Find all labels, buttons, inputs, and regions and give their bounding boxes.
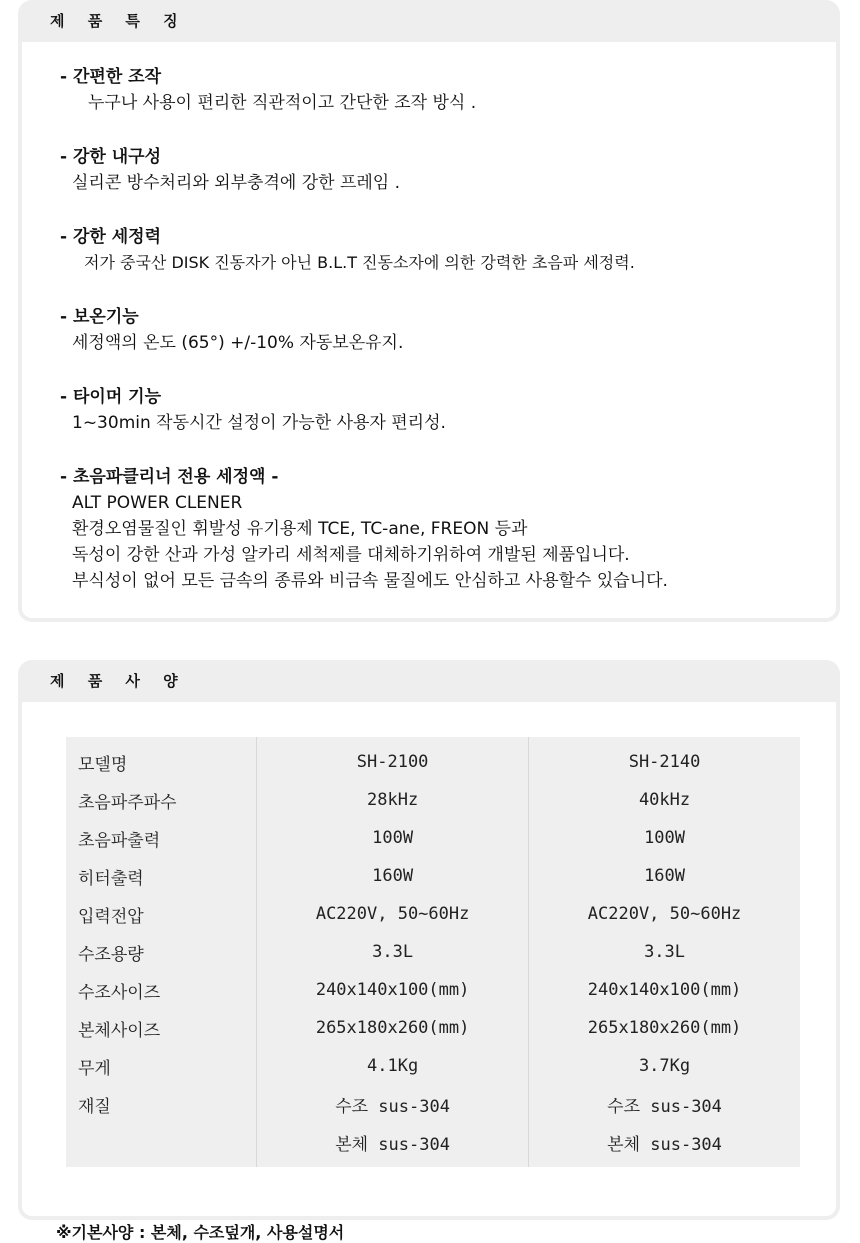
- feature-easy-operation: [60, 64, 476, 116]
- spec-label: 입력전압: [66, 895, 257, 933]
- feature-cleaning-solution: [60, 464, 668, 594]
- feature-heading: - 강한 내구성: [60, 147, 162, 167]
- spec-value-sh2100: 240x140x100(mm): [257, 971, 529, 1009]
- spec-row: [66, 1123, 800, 1167]
- spec-label: 재질: [66, 1085, 257, 1123]
- spec-label: 수조용량: [66, 933, 257, 971]
- feature-cleaning-power: [60, 224, 635, 276]
- spec-value-sh2140: 100W: [644, 828, 686, 848]
- spec-value-sh2140: 3.7Kg: [638, 1056, 691, 1076]
- feature-text: 저가 중국산 DISK 진동자가 아닌 B.L.T 진동소자에 의한 강력한 초음파 세정력.: [84, 253, 635, 272]
- feature-text: 부식성이 없어 모든 금속의 종류와 비금속 물질에도 안심하고 사용할수 있습니다.: [72, 571, 668, 591]
- spec-value-sh2100: 4.1Kg: [257, 1047, 529, 1085]
- spec-label: 모델명: [66, 737, 257, 781]
- spec-value-sh2100: 본체 sus-304: [257, 1123, 529, 1167]
- spec-value-sh2100: 28kHz: [257, 781, 529, 819]
- spec-row: [66, 895, 800, 933]
- spec-label: 초음파출력: [66, 819, 257, 857]
- features-content: [22, 42, 836, 618]
- features-title: 제 품 특 징: [50, 12, 187, 30]
- spec-value-sh2100: AC220V, 50~60Hz: [257, 895, 529, 933]
- feature-text: 독성이 강한 산과 가성 알카리 세척제를 대체하기위하여 개발된 제품입니다.: [72, 545, 630, 565]
- spec-label: 초음파주파수: [66, 781, 257, 819]
- spec-value-sh2140: AC220V, 50~60Hz: [587, 904, 742, 924]
- feature-text: 누구나 사용이 편리한 직관적이고 간단한 조작 방식 .: [88, 93, 477, 113]
- spec-row: [66, 1047, 800, 1085]
- spec-table: [66, 737, 800, 1167]
- spec-value-sh2140: 본체 sus-304: [607, 1134, 722, 1155]
- spec-value-sh2100: 수조 sus-304: [257, 1085, 529, 1123]
- spec-value-sh2140: 240x140x100(mm): [587, 980, 742, 1000]
- spec-row: [66, 971, 800, 1009]
- feature-heading: - 강한 세정력: [60, 227, 162, 247]
- spec-value-sh2140: 40kHz: [638, 790, 691, 810]
- feature-text: ALT POWER CLENER: [72, 493, 243, 513]
- specs-content: [22, 702, 836, 1242]
- feature-text: 실리콘 방수처리와 외부충격에 강한 프레임 .: [72, 173, 401, 193]
- feature-durability: [60, 144, 400, 196]
- spec-row: [66, 737, 800, 781]
- spec-label: 본체사이즈: [66, 1009, 257, 1047]
- spec-row: [66, 1009, 800, 1047]
- feature-text: 1~30min 작동시간 설정이 가능한 사용자 편리성.: [72, 413, 446, 433]
- spec-value-sh2140: SH-2140: [628, 752, 701, 772]
- spec-label: 수조사이즈: [66, 971, 257, 1009]
- feature-heat-retention: [60, 304, 403, 356]
- feature-text: 세정액의 온도 (65°) +/-10% 자동보온유지.: [72, 333, 404, 353]
- spec-row: [66, 781, 800, 819]
- spec-label: [66, 1123, 257, 1167]
- basic-config-note: ※기본사양 : 본체, 수조덮개, 사용설명서: [56, 1223, 345, 1242]
- specs-title: 제 품 사 양: [50, 672, 187, 690]
- feature-heading: - 보온기능: [60, 307, 139, 327]
- spec-value-sh2100: 265x180x260(mm): [257, 1009, 529, 1047]
- spec-label: 무게: [66, 1047, 257, 1085]
- feature-heading: - 타이머 기능: [60, 387, 162, 407]
- spec-row: [66, 933, 800, 971]
- spec-value-sh2100: SH-2100: [257, 737, 529, 781]
- spec-value-sh2140: 수조 sus-304: [607, 1096, 722, 1117]
- spec-row: [66, 857, 800, 895]
- feature-heading: - 초음파클리너 전용 세정액 -: [60, 467, 279, 487]
- feature-text: 환경오염물질인 휘발성 유기용제 TCE, TC-ane, FREON 등과: [72, 519, 528, 539]
- spec-label: 히터출력: [66, 857, 257, 895]
- feature-timer: [60, 384, 446, 436]
- features-panel: [18, 0, 840, 622]
- spec-value-sh2140: 265x180x260(mm): [587, 1018, 742, 1038]
- spec-row: [66, 819, 800, 857]
- spec-value-sh2140: 3.3L: [644, 942, 686, 962]
- spec-value-sh2100: 3.3L: [257, 933, 529, 971]
- spec-value-sh2140: 160W: [644, 866, 686, 886]
- spec-value-sh2100: 160W: [257, 857, 529, 895]
- specs-panel: [18, 660, 840, 1242]
- spec-value-sh2100: 100W: [257, 819, 529, 857]
- feature-heading: - 간편한 조작: [60, 67, 162, 87]
- spec-row: [66, 1085, 800, 1123]
